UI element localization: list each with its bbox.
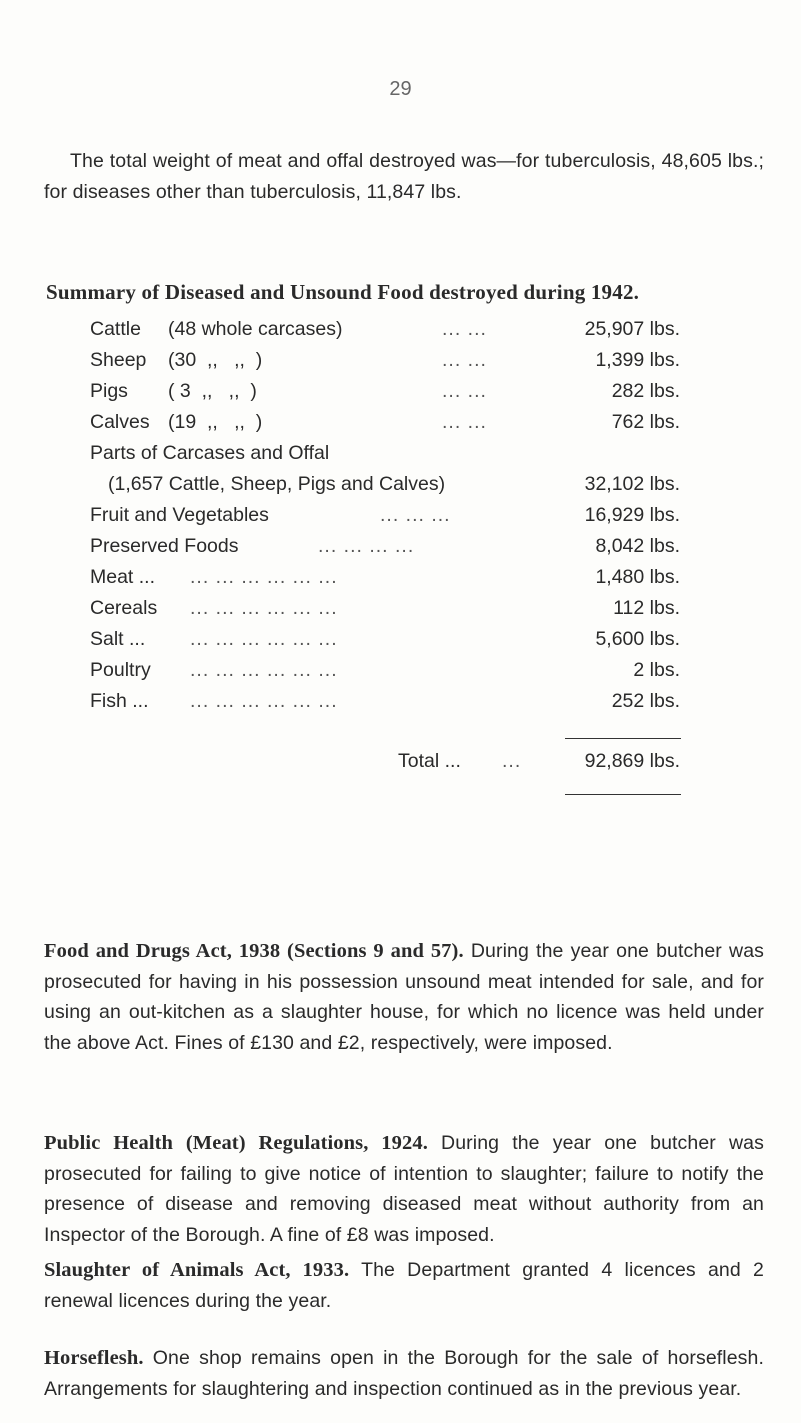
row-label: Pigs (90, 380, 128, 402)
leader-dots: ... ... ... ... ... ... (190, 659, 338, 681)
table-row (0, 473, 801, 503)
row-detail: (19 ,, ,, ) (168, 411, 263, 433)
leader-dots: ... ... (442, 411, 487, 433)
row-label: Sheep (90, 349, 147, 371)
row-label: Parts of Carcases and Offal (90, 442, 330, 464)
table-row (0, 566, 801, 596)
table-row (0, 690, 801, 720)
summary-heading: Summary of Diseased and Unsound Food destroyed during 1942. (46, 280, 640, 304)
leader-dots: ... ... ... ... ... ... (190, 690, 338, 712)
leader-dots: ... ... (442, 349, 487, 371)
leader-dots: ... ... ... ... ... ... (190, 597, 338, 619)
section-text: The Department granted 4 licences and 2 renewal licences during the year. (44, 1259, 764, 1312)
total-rule-bottom (565, 794, 681, 795)
section-food-drugs (44, 936, 764, 1058)
leader-dots: ... ... (442, 318, 487, 340)
total-row (0, 750, 801, 780)
table-row (0, 504, 801, 534)
table-row (0, 535, 801, 565)
row-label: Poultry (90, 659, 151, 681)
table-row (0, 597, 801, 627)
row-label: Cereals (90, 597, 158, 619)
section-public-health (44, 1128, 764, 1250)
leader-dots: ... ... ... ... ... ... (190, 628, 338, 650)
section-heading: Slaughter of Animals Act, 1933. (44, 1259, 350, 1281)
leader-dots: ... ... ... ... ... ... (190, 566, 338, 588)
intro-paragraph: The total weight of meat and offal destroyed was—for tuberculosis, 48,605 lbs.; for diseases other than tuberculosis, 11,847 lbs. (44, 150, 764, 203)
leader-dots: ... ... ... ... (318, 535, 415, 557)
row-detail: (48 whole carcases) (168, 318, 343, 340)
total-label: Total ... (398, 750, 461, 772)
total-rule-top (565, 738, 681, 739)
row-value: 16,929 lbs. (584, 504, 680, 526)
section-heading: Public Health (Meat) Regulations, 1924. (44, 1132, 428, 1154)
row-label: (1,657 Cattle, Sheep, Pigs and Calves) (108, 473, 446, 495)
row-label: Cattle (90, 318, 141, 340)
row-label: Salt ... (90, 628, 146, 650)
leader-dots: ... ... ... (380, 504, 451, 526)
row-label: Calves (90, 411, 150, 433)
table-row (0, 442, 801, 472)
section-slaughter (44, 1255, 764, 1316)
table-row (0, 659, 801, 689)
section-heading: Horseflesh. (44, 1347, 144, 1369)
row-value: 1,399 lbs. (595, 349, 680, 371)
section-text: During the year one butcher was prosecuted for failing to give notice of intention to slaughter; failure to notify the presence of disease and removing diseased meat without authority from an Inspector of the Borough. A fine of £8 was imposed. (44, 1132, 764, 1246)
row-detail: ( 3 ,, ,, ) (168, 380, 257, 402)
leader-dots: ... ... (442, 380, 487, 402)
section-heading: Food and Drugs Act, 1938 (Sections 9 and 57). (44, 940, 464, 962)
leader-dots: ... (502, 750, 522, 772)
table-row (0, 628, 801, 658)
total-value: 92,869 lbs. (584, 750, 680, 772)
section-text: During the year one butcher was prosecuted for having in his possession unsound meat intended for sale, and for using an out-kitchen as a slaughter house, for which no licence was held under the above Act. Fines of £130 and £2, respectively, were imposed. (44, 940, 764, 1054)
row-value: 252 lbs. (611, 690, 680, 712)
row-value: 282 lbs. (611, 380, 680, 402)
section-text: One shop remains open in the Borough for the sale of horseflesh. Arrangements for slaughtering and inspection continued as in the previous year. (44, 1347, 764, 1400)
page-number: 29 (389, 78, 412, 100)
row-value: 8,042 lbs. (595, 535, 680, 557)
table-row (0, 380, 801, 410)
row-value: 2 lbs. (633, 659, 680, 681)
row-label: Fish ... (90, 690, 149, 712)
row-detail: (30 ,, ,, ) (168, 349, 263, 371)
row-label: Preserved Foods (90, 535, 239, 557)
row-value: 112 lbs. (613, 597, 680, 619)
row-value: 32,102 lbs. (584, 473, 680, 495)
row-value: 1,480 lbs. (595, 566, 680, 588)
row-value: 762 lbs. (611, 411, 680, 433)
row-label: Meat ... (90, 566, 156, 588)
table-row (0, 349, 801, 379)
table-row (0, 318, 801, 348)
row-label: Fruit and Vegetables (90, 504, 269, 526)
row-value: 25,907 lbs. (584, 318, 680, 340)
section-horseflesh (44, 1343, 764, 1404)
row-value: 5,600 lbs. (595, 628, 680, 650)
table-row (0, 411, 801, 441)
